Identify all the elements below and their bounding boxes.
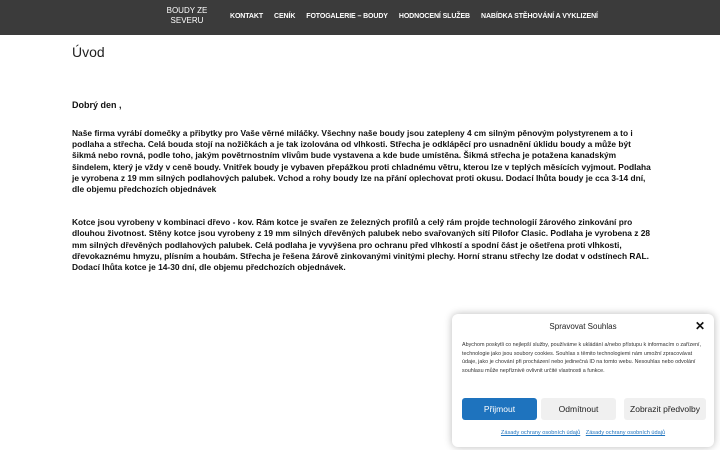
consent-links	[452, 430, 714, 436]
nav-item-fotogalerie[interactable]: FOTOGALERIE – BOUDY	[306, 13, 388, 20]
deny-button[interactable]: Odmítnout	[541, 398, 616, 420]
nav-item-kontakt[interactable]: KONTAKT	[230, 13, 263, 20]
consent-title: Spravovat Souhlas	[549, 322, 617, 331]
top-navigation-bar	[0, 0, 720, 35]
close-icon[interactable]: ✕	[694, 319, 705, 333]
accept-button[interactable]: Přijmout	[462, 398, 537, 420]
privacy-policy-link-2[interactable]: Zásady ochrany osobních údajů	[585, 430, 666, 436]
view-preferences-button[interactable]: Zobrazit předvolby	[624, 398, 706, 420]
page-title: Úvod	[72, 44, 105, 60]
nav-item-cenik[interactable]: CENÍK	[274, 13, 296, 20]
cookie-consent-dialog	[452, 314, 714, 447]
greeting-text: Dobrý den ,	[72, 100, 122, 110]
site-logo[interactable]: BOUDY ZE SEVERU	[166, 6, 208, 25]
consent-description: Abychom poskytli co nejlepší služby, používáme k ukládání a/nebo přístupu k informacím o zařízení, technologie jako jsou soubory cookies. Souhlas s těmito technologiemi nám umožní zpracovávat údaje, jako je chování při procházení nebo jedinečná ID na tomto webu. Nesouhlas nebo odvolání souhlasu může nepříznivě ovlivnit určité vlastnosti a funkce.	[462, 342, 702, 374]
page-content	[72, 44, 652, 273]
kotce-paragraph: Kotce jsou vyrobeny v kombinaci dřevo - kov. Rám kotce je svařen ze železných profilů a celý rám projde technologií žárového zinkování pro dlouhou životnost. Stěny kotce jsou vyrobeny z 19 mm silných dřevěných palubek nebo svařovaných sítí Pilofor Clasic. Podlaha je vyrobena z 28 mm silných dřevěných podlahových palubek. Celá podlaha je vyvýšena pro ochranu před vlhkostí a spodní část je ošetřena proti vlhkosti, dřevokaznému hmyzu, plísním a houbám. Střecha je řešena žárově zinkovanými vinitými plechy. Horní stranu střechy lze dodat v odstínech RAL. Dodací lhůta kotce je 14-30 dní, dle objemu předchozích objednávek.	[72, 217, 651, 273]
nav-item-hodnoceni[interactable]: HODNOCENÍ SLUŽEB	[398, 13, 470, 20]
privacy-policy-link[interactable]: Zásady ochrany osobních údajů	[500, 430, 581, 436]
boudy-paragraph: Naše firma vyrábí domečky a přibytky pro Vaše věrné miláčky. Všechny naše boudy jsou zatepleny 4 cm silným pěnovým polystyrenem a to i podlaha a střecha. Celá bouda stojí na nožičkách a je tak izolována od vlhkosti. Střecha je odklápěcí pro usnadnění úklidu boudy a může být šikmá nebo rovná, podle toho, jakým povětrnostním vlivům bude vystavena a kde bude umístěna. Šikmá střecha je potažena kanadským šindelem, který je vždy v ceně boudy. Vnitřek boudy je vybaven přepážkou proti chladnému větru, kterou lze v teplých měsících vyjmout. Podlaha je vyrobena z 19 mm silných podlahových palubek. Vchod a rohy boudy lze na přání oplechovat proti okusu. Dodací lhůta boudy je cca 3-14 dní, dle objemu předchozích objednávek	[72, 128, 651, 195]
main-menu	[230, 13, 609, 20]
nav-item-stehovani[interactable]: NABÍDKA STĚHOVÁNÍ A VYKLIZENÍ	[481, 13, 598, 20]
